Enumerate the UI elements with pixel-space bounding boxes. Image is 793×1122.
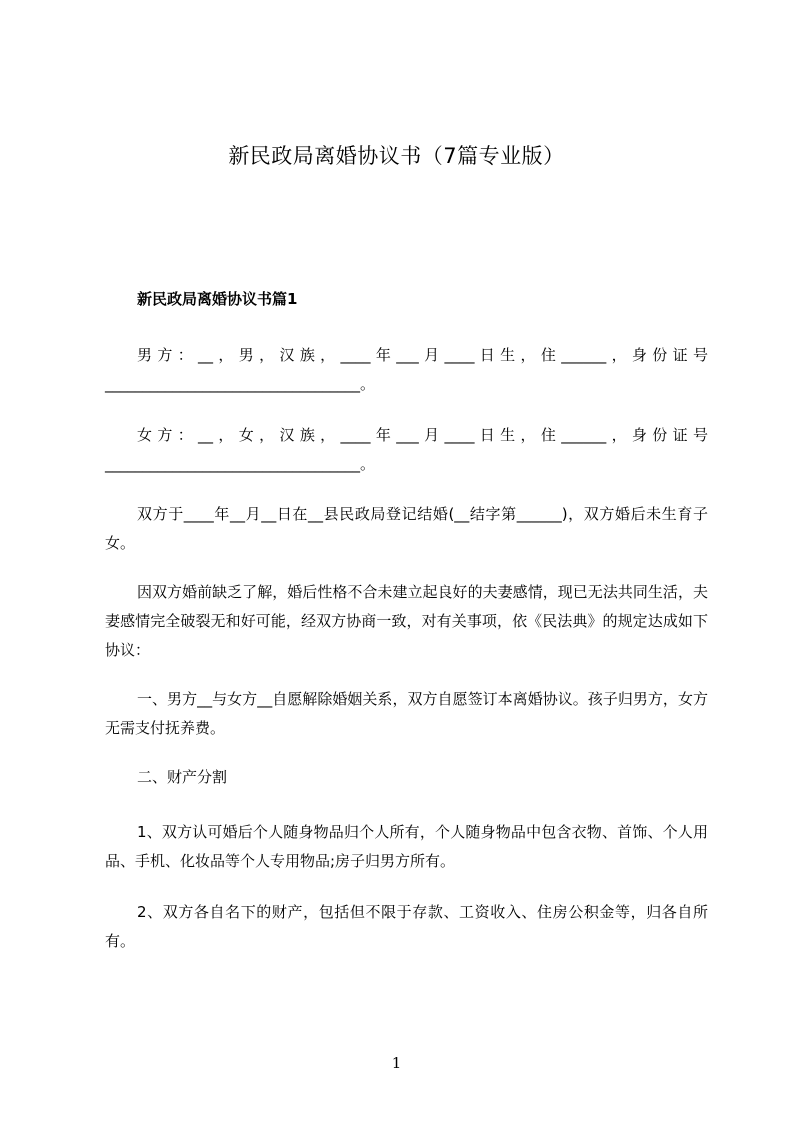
marriage-registration-paragraph: 双方于____年__月__日在__县民政局登记结婚(__结字第______)，双方婚后未生育子女。: [105, 505, 708, 552]
property-item-2-paragraph: 2、双方各自名下的财产，包括但不限于存款、工资收入、住房公积金等，归各自所有。: [105, 903, 708, 950]
document-title: 新民政局离婚协议书（7篇专业版）: [228, 144, 565, 168]
clause-two-heading: 二、财产分割: [137, 768, 228, 786]
clause-one-paragraph: 一、男方__与女方__自愿解除婚姻关系，双方自愿签订本离婚协议。孩子归男方，女方无需支付抚养费。: [105, 690, 708, 737]
reason-paragraph: 因双方婚前缺乏了解，婚后性格不合未建立起良好的夫妻感情，现已无法共同生活，夫妻感情完全破裂无和好可能，经双方协商一致，对有关事项，依《民法典》的规定达成如下协议：: [105, 583, 708, 659]
male-party-paragraph: 男方：__，男，汉族，____年___月____日生，住______，身份证号__________________________________。: [105, 346, 708, 393]
section-heading: 新民政局离婚协议书篇1: [137, 290, 298, 308]
page-number: 1: [391, 1054, 402, 1072]
female-party-paragraph: 女方：__，女，汉族，____年___月____日生，住______，身份证号__________________________________。: [105, 426, 708, 473]
property-item-1-paragraph: 1、双方认可婚后个人随身物品归个人所有，个人随身物品中包含衣物、首饰、个人用品、手机、化妆品等个人专用物品;房子归男方所有。: [105, 823, 708, 870]
